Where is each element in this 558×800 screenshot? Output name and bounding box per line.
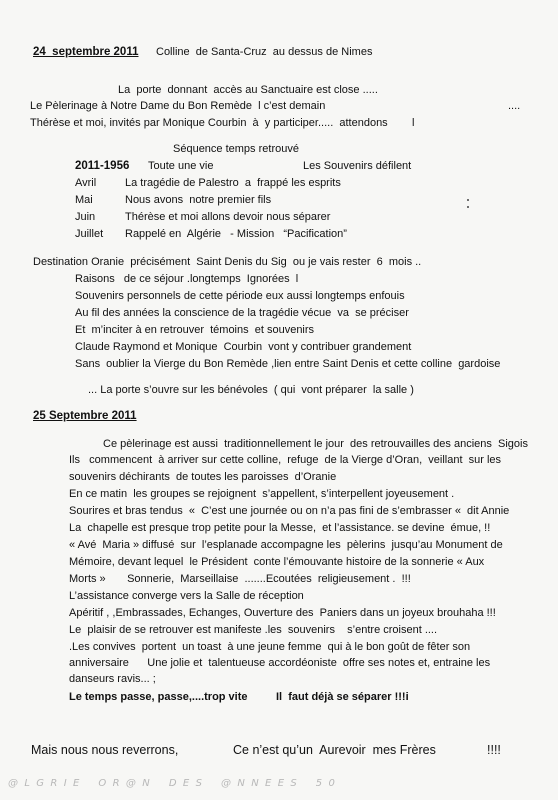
day2-line: Ce pèlerinage est aussi traditionnellement le jour des retrouvailles des anciens Sigois	[103, 438, 528, 450]
door-open-line: ... La porte s’ouvre sur les bénévoles ( qui vont préparer la salle )	[88, 384, 414, 396]
destination-line: Et m’inciter à en retrouver témoins et souvenirs	[75, 324, 315, 336]
month-label: Juin	[75, 211, 96, 223]
intro-ellipsis: ....	[508, 100, 521, 112]
destination-line: Souvenirs personnels de cette période eux aussi longtemps enfouis	[75, 290, 405, 302]
stray-dot	[467, 206, 469, 208]
intro-line-1: La porte donnant accès au Sanctuaire est close .....	[118, 84, 378, 96]
day2-line: Le plaisir de se retrouver est manifeste .les souvenirs s’entre croisent ....	[69, 624, 438, 636]
day2-line: danseurs ravis... ;	[69, 673, 156, 685]
second-date-heading: 25 Septembre 2011	[33, 410, 137, 422]
farewell-right: Ce n’est qu’un Aurevoir mes Frères	[233, 743, 436, 757]
day2-line: .Les convives portent un toast à une jeune femme qui à le bon goût de fêter son	[69, 641, 471, 653]
stray-dot	[467, 199, 469, 201]
date-heading: 24 septembre 2011	[33, 46, 139, 58]
day2-line: anniversaire Une jolie et talentueuse accordéoniste offre ses notes et, entraine les	[69, 657, 491, 669]
day2-line: En ce matin les groupes se rejoignent s’appellent, s’interpellent joyeusement .	[69, 488, 455, 500]
footer-watermark: @ L G R I E O R @ N D E S @ N N E E S 5 0	[8, 778, 335, 789]
intro-line-3: Thérèse et moi, invités par Monique Courbin à y participer..... attendons	[30, 117, 388, 129]
month-event: Thérèse et moi allons devoir nous séparer	[125, 211, 331, 223]
day2-line: La chapelle est presque trop petite pour la Messe, et l’assistance. se devine émue, !!	[69, 522, 491, 534]
sequence-years: 2011-1956	[75, 160, 130, 172]
month-event: Rappelé en Algérie - Mission “Pacification”	[125, 228, 347, 240]
month-event: La tragédie de Palestro a frappé les esprits	[125, 177, 341, 189]
month-label: Avril	[75, 177, 97, 189]
sequence-years-text: Toute une vie	[148, 160, 214, 172]
intro-line-2: Le Pèlerinage à Notre Dame du Bon Remède l c’est demain	[30, 100, 326, 112]
day2-line: « Avé Maria » diffusé sur l’esplanade accompagne les pèlerins jusqu’au Monument de	[69, 539, 503, 551]
destination-line: Au fil des années la conscience de la tragédie vécue va se préciser	[75, 307, 409, 319]
day2-line: Ils commencent à arriver sur cette colline, refuge de la Vierge d’Oran, veillant sur les	[69, 454, 502, 466]
destination-line: Sans oublier la Vierge du Bon Remède ,lien entre Saint Denis et cette colline gardoise	[75, 358, 501, 370]
day2-line: Apéritif , ,Embrassades, Echanges, Ouverture des Paniers dans un joyeux brouhaha !!!	[69, 607, 496, 619]
place-heading: Colline de Santa-Cruz au dessus de Nimes	[156, 46, 373, 58]
farewell-marks: !!!!	[487, 743, 501, 757]
farewell-left: Mais nous nous reverrons,	[31, 743, 179, 757]
destination-line: Raisons de ce séjour .longtemps Ignorées l	[75, 273, 299, 285]
day2-line: Mémoire, devant lequel le Président conte l’émouvante histoire de la sonnerie « Aux	[69, 556, 485, 568]
month-label: Mai	[75, 194, 93, 206]
month-label: Juillet	[75, 228, 104, 240]
intro-mark: l	[412, 117, 415, 129]
sequence-title: Séquence temps retrouvé	[173, 143, 299, 155]
month-event: Nous avons notre premier fils	[125, 194, 272, 206]
destination-line: Destination Oranie précisément Saint Denis du Sig ou je vais rester 6 mois ..	[33, 256, 422, 268]
closing-left: Le temps passe, passe,....trop vite	[69, 691, 248, 703]
day2-line: L’assistance converge vers la Salle de réception	[69, 590, 304, 602]
day2-line: souvenirs déchirants de toutes les paroisses d’Oranie	[69, 471, 337, 483]
closing-right: Il faut déjà se séparer !!!i	[276, 691, 409, 703]
day2-line: Morts » Sonnerie, Marseillaise .......Ecoutées religieusement . !!!	[69, 573, 411, 585]
destination-line: Claude Raymond et Monique Courbin vont y contribuer grandement	[75, 341, 412, 353]
day2-line: Sourires et bras tendus « C’est une journée ou on n’a pas fini de s’embrasser « dit Annie	[69, 505, 510, 517]
sequence-years-right: Les Souvenirs défilent	[303, 160, 412, 172]
